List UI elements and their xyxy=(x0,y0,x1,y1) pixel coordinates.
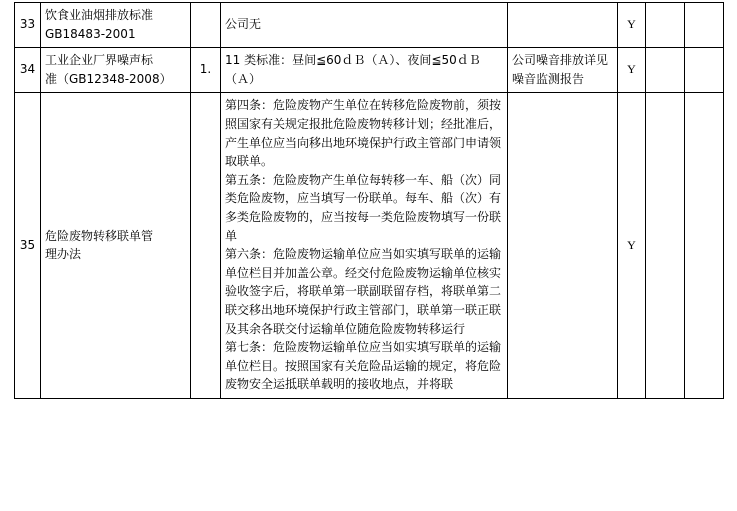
blank-cell-2 xyxy=(685,93,724,399)
item-index xyxy=(191,93,221,399)
content-paragraph-4: 第四条：危险废物产生单位在转移危险废物前，须按照国家有关规定报批危险废物转移计划；经批准后，产生单位应当向移出地环境保护行政主管部门申请领取联单。 xyxy=(225,98,502,169)
standard-name xyxy=(41,3,191,48)
item-index: 1. xyxy=(191,48,221,93)
content-paragraph-6: 第六条：危险废物运输单位应当如实填写联单的运输单位栏目并加盖公章。经交付危险废物运输单位核实验收签字后，将联单第一联副联留存档，将联单第二联交移出地环境保护行政主管部门，联单第一联正联及其余各联交付运输单位随危险废物转移运行 xyxy=(225,247,502,336)
note-cell xyxy=(508,93,618,399)
content-paragraph: 11 类标准：昼间≦60ｄＢ（Ａ）、夜间≦50ｄＢ（Ａ） xyxy=(225,53,481,86)
standard-name-line: 饮食业油烟排放标准 xyxy=(45,8,154,22)
standard-name-line: 工业企业厂界噪声标 xyxy=(45,53,154,68)
item-index xyxy=(191,3,221,48)
compliance-flag: Y xyxy=(618,48,646,93)
content-cell xyxy=(221,93,508,399)
blank-cell-1 xyxy=(646,3,685,48)
row-number: 35 xyxy=(15,93,41,399)
content-paragraph-5: 第五条：危险废物产生单位每转移一车、船（次）同类危险废物，应当填写一份联单。每车、船（次）有多类危险废物的，应当按每一类危险废物填写一份联单 xyxy=(225,172,502,243)
table-row xyxy=(15,48,724,93)
row-number: 33 xyxy=(15,3,41,48)
standard-code-line: GB18483-2001 xyxy=(45,26,136,41)
note-cell xyxy=(508,3,618,48)
blank-cell-2 xyxy=(685,3,724,48)
blank-cell-2 xyxy=(685,48,724,93)
note-cell: 公司噪音排放详见噪音监测报告 xyxy=(508,48,618,93)
compliance-table xyxy=(14,2,724,399)
standard-name xyxy=(41,93,191,399)
content-paragraph: 公司无 xyxy=(225,17,262,32)
standard-name-line: 危险废物转移联单管 xyxy=(45,228,154,243)
compliance-flag: Y xyxy=(618,3,646,48)
standard-name-line-2: 理办法 xyxy=(45,247,82,262)
table-row xyxy=(15,3,724,48)
standard-code-line: 准（GB12348-2008） xyxy=(45,71,172,86)
document-page xyxy=(0,2,737,511)
table-row xyxy=(15,93,724,399)
blank-cell-1 xyxy=(646,48,685,93)
standard-name xyxy=(41,48,191,93)
row-number: 34 xyxy=(15,48,41,93)
compliance-flag: Y xyxy=(618,93,646,399)
content-paragraph-7: 第七条：危险废物运输单位应当如实填写联单的运输单位栏目。按照国家有关危险品运输的规定，将危险废物安全运抵联单载明的接收地点，并将联 xyxy=(225,340,502,392)
content-cell xyxy=(221,48,508,93)
content-cell xyxy=(221,3,508,48)
blank-cell-1 xyxy=(646,93,685,399)
